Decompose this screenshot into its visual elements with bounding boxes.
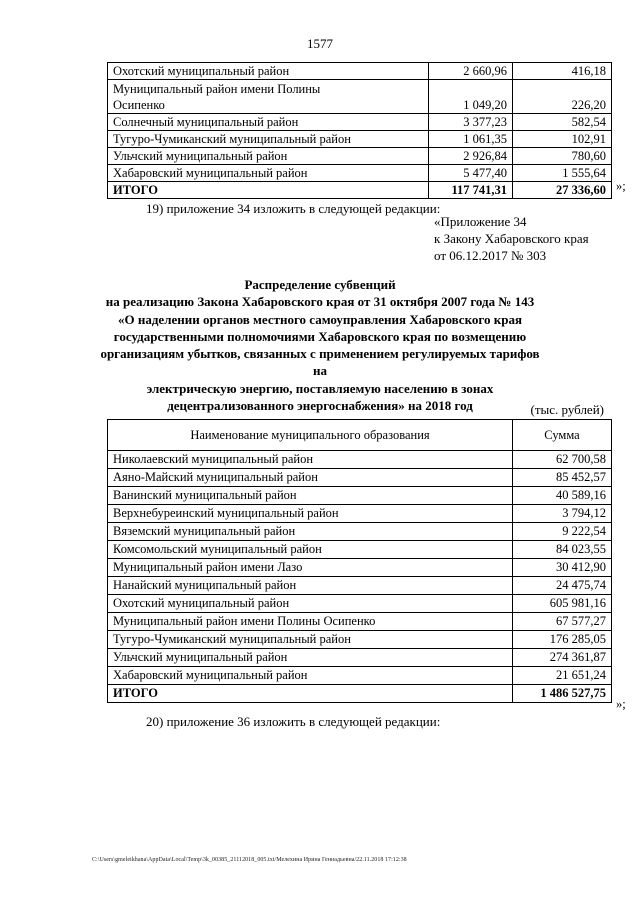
table-header-row — [108, 420, 612, 451]
row-name: Верхнебуреинский муниципальный район — [108, 505, 513, 523]
row-value-2: 416,18 — [513, 63, 612, 80]
table-row — [108, 451, 612, 469]
table-row — [108, 559, 612, 577]
table-row — [108, 577, 612, 595]
heading-line-6: электрическую энергию, поставляемую населению в зонах — [146, 380, 494, 396]
row-value-1: 3 377,23 — [429, 114, 513, 131]
row-name: Вяземский муниципальный район — [108, 523, 513, 541]
row-name: Нанайский муниципальный район — [108, 577, 513, 595]
table-row — [108, 667, 612, 685]
appendix-reference — [434, 213, 589, 264]
row-sum: 9 222,54 — [513, 523, 612, 541]
table-row — [108, 148, 612, 165]
row-name: Николаевский муниципальный район — [108, 451, 513, 469]
row-name: Охотский муниципальный район — [108, 63, 429, 80]
row-value-1: 1 061,35 — [429, 131, 513, 148]
row-sum: 274 361,87 — [513, 649, 612, 667]
table-row — [108, 649, 612, 667]
row-name: Аяно-Майский муниципальный район — [108, 469, 513, 487]
table-row — [108, 487, 612, 505]
row-sum: 40 589,16 — [513, 487, 612, 505]
heading-line-2: на реализацию Закона Хабаровского края от 31 октября 2007 года № 143 — [105, 294, 535, 310]
row-name: Ванинский муниципальный район — [108, 487, 513, 505]
row-name-line1: Муниципальный район имени Полины — [113, 82, 321, 96]
table-row — [108, 80, 612, 114]
table-row — [108, 131, 612, 148]
row-name-line2: Осипенко — [113, 98, 165, 112]
table-row — [108, 505, 612, 523]
heading-line-7: децентрализованного энергоснабжения» на 2018 год — [167, 398, 473, 414]
row-value-2: 582,54 — [513, 114, 612, 131]
heading-line-5: организациям убытков, связанных с применением регулируемых тарифов на — [100, 346, 540, 379]
row-name: Солнечный муниципальный район — [108, 114, 429, 131]
appendix-line-1: «Приложение 34 — [434, 214, 527, 229]
appendix-line-2: к Закону Хабаровского края — [434, 231, 589, 246]
table-row — [108, 469, 612, 487]
table-row — [108, 631, 612, 649]
row-value-2: 780,60 — [513, 148, 612, 165]
row-value-1: 2 926,84 — [429, 148, 513, 165]
header-sum: Сумма — [513, 420, 612, 451]
row-sum: 24 475,74 — [513, 577, 612, 595]
row-value-2: 1 555,64 — [513, 165, 612, 182]
table-row — [108, 165, 612, 182]
row-value-2: 226,20 — [513, 80, 612, 114]
total-value-1: 117 741,31 — [429, 182, 513, 199]
row-value-1: 5 477,40 — [429, 165, 513, 182]
row-name: Муниципальный район имени Полины Осипенко — [108, 613, 513, 631]
total-row — [108, 685, 612, 703]
item-20-text: 20) приложение 36 изложить в следующей редакции: — [146, 714, 441, 729]
row-sum: 30 412,90 — [513, 559, 612, 577]
table-row — [108, 595, 612, 613]
row-sum: 84 023,55 — [513, 541, 612, 559]
row-value-2: 102,91 — [513, 131, 612, 148]
table-row — [108, 541, 612, 559]
heading-line-3: «О наделении органов местного самоуправления Хабаровского края — [118, 311, 522, 327]
total-row — [108, 182, 612, 199]
document-heading — [100, 276, 540, 414]
item-19-text: 19) приложение 34 изложить в следующей редакции: — [146, 201, 441, 216]
row-name — [108, 80, 429, 114]
table-row — [108, 523, 612, 541]
page-number: 1577 — [307, 36, 333, 51]
header-name: Наименование муниципального образования — [108, 420, 513, 451]
row-sum: 67 577,27 — [513, 613, 612, 631]
heading-line-4: государственными полномочиями Хабаровского края по возмещению — [113, 328, 527, 344]
row-name: Ульчский муниципальный район — [108, 649, 513, 667]
table-1-suffix: »; — [616, 179, 626, 193]
row-sum: 85 452,57 — [513, 469, 612, 487]
total-sum: 1 486 527,75 — [513, 685, 612, 703]
row-name: Хабаровский муниципальный район — [108, 667, 513, 685]
table-row — [108, 613, 612, 631]
appendix-line-3: от 06.12.2017 № 303 — [434, 248, 547, 263]
row-name: Ульчский муниципальный район — [108, 148, 429, 165]
total-value-2: 27 336,60 — [513, 182, 612, 199]
row-value-1: 2 660,96 — [429, 63, 513, 80]
table-2-suffix: »; — [616, 697, 626, 711]
row-name: Тугуро-Чумиканский муниципальный район — [108, 131, 429, 148]
row-name: Комсомольский муниципальный район — [108, 541, 513, 559]
row-sum: 21 651,24 — [513, 667, 612, 685]
total-label: ИТОГО — [108, 685, 513, 703]
heading-line-1: Распределение субвенций — [244, 277, 396, 292]
row-name: Охотский муниципальный район — [108, 595, 513, 613]
row-name: Муниципальный район имени Лазо — [108, 559, 513, 577]
row-sum: 62 700,58 — [513, 451, 612, 469]
unit-note: (тыс. рублей) — [530, 402, 604, 417]
footer-file-path: C:\Users\gmeleikhana\AppData\Local\Temp\3k_00385_21112018_005.txt/Мелехина Ирина Геннадьевна/22.11.2018 17:12:38 — [92, 857, 407, 863]
row-sum: 3 794,12 — [513, 505, 612, 523]
row-sum: 176 285,05 — [513, 631, 612, 649]
table-1 — [107, 62, 612, 199]
table-row — [108, 63, 612, 80]
row-name: Тугуро-Чумиканский муниципальный район — [108, 631, 513, 649]
row-name: Хабаровский муниципальный район — [108, 165, 429, 182]
row-value-1: 1 049,20 — [429, 80, 513, 114]
row-sum: 605 981,16 — [513, 595, 612, 613]
table-2 — [107, 419, 612, 703]
total-label: ИТОГО — [108, 182, 429, 199]
table-row — [108, 114, 612, 131]
